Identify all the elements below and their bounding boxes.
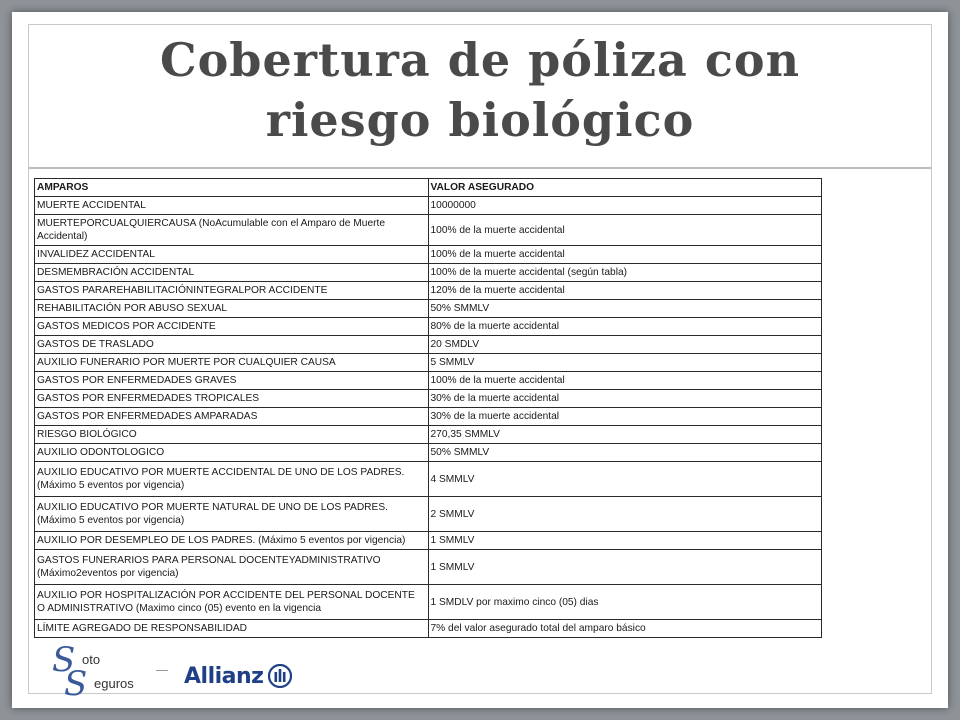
table-row xyxy=(35,532,822,550)
table-row xyxy=(35,462,822,497)
soto-seguros-logo xyxy=(52,640,162,704)
header-valor-asegurado: VALOR ASEGURADO xyxy=(428,179,822,197)
table-row xyxy=(35,300,822,318)
valor-cell: 5 SMMLV xyxy=(428,354,822,372)
soto-logo-letter-2: S xyxy=(64,664,88,704)
slide xyxy=(12,12,948,708)
amparo-cell: GASTOS POR ENFERMEDADES GRAVES xyxy=(35,372,429,390)
amparo-cell: AUXILIO EDUCATIVO POR MUERTE NATURAL DE UNO DE LOS PADRES. (Máximo 5 eventos por vigencia) xyxy=(35,497,429,532)
valor-cell: 50% SMMLV xyxy=(428,444,822,462)
table-header-row xyxy=(35,179,822,197)
valor-cell: 50% SMMLV xyxy=(428,300,822,318)
amparo-cell: GASTOS POR ENFERMEDADES AMPARADAS xyxy=(35,408,429,426)
table-row xyxy=(35,408,822,426)
amparo-cell: REHABILITACIÓN POR ABUSO SEXUAL xyxy=(35,300,429,318)
valor-cell: 10000000 xyxy=(428,197,822,215)
amparo-cell: AUXILIO EDUCATIVO POR MUERTE ACCIDENTAL DE UNO DE LOS PADRES. (Máximo 5 eventos por vigencia) xyxy=(35,462,429,497)
valor-cell: 100% de la muerte accidental xyxy=(428,246,822,264)
valor-cell: 1 SMDLV por maximo cinco (05) dias xyxy=(428,585,822,620)
valor-cell: 100% de la muerte accidental (según tabla) xyxy=(428,264,822,282)
slide-title xyxy=(12,30,948,150)
header-amparos: AMPAROS xyxy=(35,179,429,197)
amparo-cell: DESMEMBRACIÓN ACCIDENTAL xyxy=(35,264,429,282)
table-row xyxy=(35,264,822,282)
valor-cell: 80% de la muerte accidental xyxy=(428,318,822,336)
logo-divider xyxy=(156,670,168,671)
table-row xyxy=(35,426,822,444)
valor-cell: 100% de la muerte accidental xyxy=(428,372,822,390)
valor-cell: 20 SMDLV xyxy=(428,336,822,354)
valor-cell: 2 SMMLV xyxy=(428,497,822,532)
amparo-cell: MUERTE ACCIDENTAL xyxy=(35,197,429,215)
valor-cell: 7% del valor asegurado total del amparo básico xyxy=(428,620,822,638)
title-line-2: riesgo biológico xyxy=(265,93,695,147)
title-line-1: Cobertura de póliza con xyxy=(159,33,801,87)
amparo-cell: AUXILIO POR DESEMPLEO DE LOS PADRES. (Máximo 5 eventos por vigencia) xyxy=(35,532,429,550)
coverage-table-container xyxy=(34,178,822,638)
valor-cell: 30% de la muerte accidental xyxy=(428,390,822,408)
allianz-logo-text: Allianz xyxy=(184,664,264,689)
table-row xyxy=(35,197,822,215)
soto-logo-word-2: eguros xyxy=(94,676,134,691)
table-row xyxy=(35,354,822,372)
footer-logos xyxy=(52,642,352,702)
amparo-cell: AUXILIO POR HOSPITALIZACIÓN POR ACCIDENTE DEL PERSONAL DOCENTE O ADMINISTRATIVO (Maximo cinco (05) evento en la vigencia xyxy=(35,585,429,620)
valor-cell: 1 SMMLV xyxy=(428,550,822,585)
amparo-cell: MUERTEPORCUALQUIERCAUSA (NoAcumulable con el Amparo de Muerte Accidental) xyxy=(35,215,429,246)
amparo-cell: GASTOS FUNERARIOS PARA PERSONAL DOCENTEYADMINISTRATIVO (Máximo2eventos por vigencia) xyxy=(35,550,429,585)
amparo-cell: AUXILIO ODONTOLOGICO xyxy=(35,444,429,462)
valor-cell: 100% de la muerte accidental xyxy=(428,215,822,246)
amparo-cell: AUXILIO FUNERARIO POR MUERTE POR CUALQUIER CAUSA xyxy=(35,354,429,372)
valor-cell: 4 SMMLV xyxy=(428,462,822,497)
table-row xyxy=(35,318,822,336)
table-row xyxy=(35,550,822,585)
table-row xyxy=(35,390,822,408)
amparo-cell: GASTOS POR ENFERMEDADES TROPICALES xyxy=(35,390,429,408)
table-row xyxy=(35,282,822,300)
table-row xyxy=(35,215,822,246)
amparo-cell: GASTOS DE TRASLADO xyxy=(35,336,429,354)
soto-logo-word-1: oto xyxy=(82,652,101,667)
amparo-cell: LÍMITE AGREGADO DE RESPONSABILIDAD xyxy=(35,620,429,638)
amparo-cell: GASTOS PARAREHABILITACIÓNINTEGRALPOR ACCIDENTE xyxy=(35,282,429,300)
allianz-eagle-icon xyxy=(268,664,292,688)
valor-cell: 270,35 SMMLV xyxy=(428,426,822,444)
table-row xyxy=(35,497,822,532)
table-row xyxy=(35,246,822,264)
table-row xyxy=(35,336,822,354)
valor-cell: 120% de la muerte accidental xyxy=(428,282,822,300)
table-row xyxy=(35,585,822,620)
table-row xyxy=(35,620,822,638)
coverage-table xyxy=(34,178,822,638)
amparo-cell: INVALIDEZ ACCIDENTAL xyxy=(35,246,429,264)
soto-logo-letter-1: S xyxy=(52,640,76,680)
amparo-cell: RIESGO BIOLÓGICO xyxy=(35,426,429,444)
title-divider xyxy=(28,167,932,169)
table-row xyxy=(35,444,822,462)
valor-cell: 1 SMMLV xyxy=(428,532,822,550)
table-row xyxy=(35,372,822,390)
valor-cell: 30% de la muerte accidental xyxy=(428,408,822,426)
amparo-cell: GASTOS MEDICOS POR ACCIDENTE xyxy=(35,318,429,336)
